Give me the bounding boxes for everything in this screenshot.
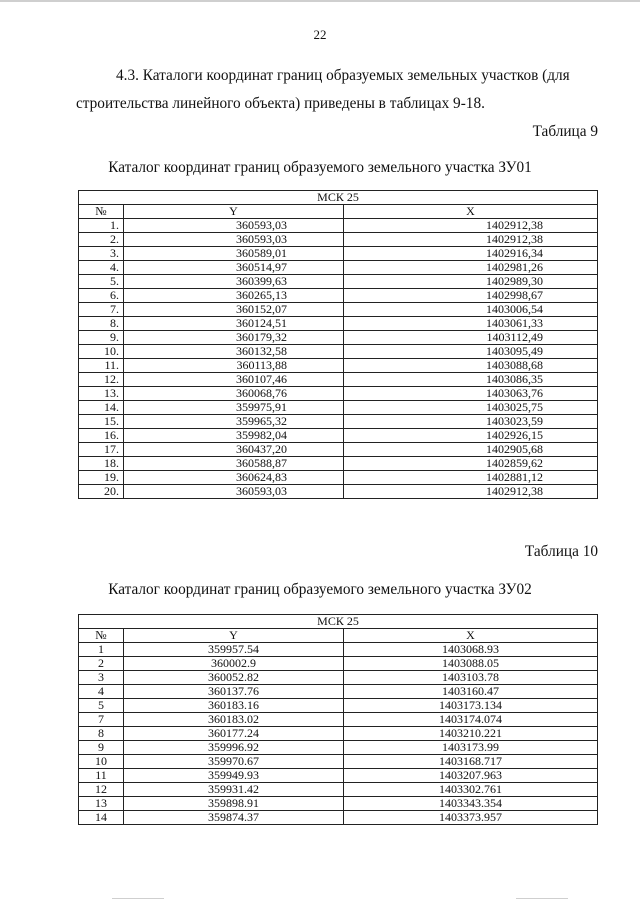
y-coordinate-cell: 360068,76: [124, 387, 344, 401]
x-coordinate-cell: 1403160.47: [344, 685, 598, 699]
point-number-cell: 14: [79, 811, 124, 825]
table-row: [79, 471, 598, 485]
x-coordinate-cell: 1403373.957: [344, 811, 598, 825]
point-number-cell: 12.: [79, 373, 124, 387]
y-coordinate-cell: 360179,32: [124, 331, 344, 345]
x-coordinate-cell: 1403112,49: [344, 331, 598, 345]
y-coordinate-cell: 360593,03: [124, 219, 344, 233]
x-coordinate-cell: 1402912,38: [344, 485, 598, 499]
table-row: [79, 699, 598, 713]
point-number-cell: 12: [79, 783, 124, 797]
table-row: [79, 247, 598, 261]
x-coordinate-cell: 1403173.99: [344, 741, 598, 755]
x-coordinate-cell: 1402916,34: [344, 247, 598, 261]
point-number-cell: 4: [79, 685, 124, 699]
table9-col-y: Y: [124, 205, 344, 219]
point-number-cell: 9.: [79, 331, 124, 345]
x-coordinate-cell: 1402881,12: [344, 471, 598, 485]
table-row: [79, 345, 598, 359]
x-coordinate-cell: 1403068.93: [344, 643, 598, 657]
y-coordinate-cell: 360514,97: [124, 261, 344, 275]
point-number-cell: 1: [79, 643, 124, 657]
y-coordinate-cell: 360113,88: [124, 359, 344, 373]
table-row: [79, 769, 598, 783]
y-coordinate-cell: 360399,63: [124, 275, 344, 289]
point-number-cell: 3.: [79, 247, 124, 261]
point-number-cell: 8.: [79, 317, 124, 331]
table-row: [79, 443, 598, 457]
point-number-cell: 15.: [79, 415, 124, 429]
point-number-cell: 11: [79, 769, 124, 783]
point-number-cell: 20.: [79, 485, 124, 499]
point-number-cell: 1.: [79, 219, 124, 233]
footer-rule-left: [112, 898, 164, 899]
table-row: [79, 275, 598, 289]
x-coordinate-cell: 1403210.221: [344, 727, 598, 741]
x-coordinate-cell: 1403088.05: [344, 657, 598, 671]
x-coordinate-cell: 1403063,76: [344, 387, 598, 401]
x-coordinate-cell: 1403103.78: [344, 671, 598, 685]
y-coordinate-cell: 360183.02: [124, 713, 344, 727]
table-row: [79, 797, 598, 811]
point-number-cell: 13: [79, 797, 124, 811]
y-coordinate-cell: 359898.91: [124, 797, 344, 811]
table-row: [79, 415, 598, 429]
y-coordinate-cell: 360002.9: [124, 657, 344, 671]
section-number: 4.3.: [116, 67, 139, 84]
table9-title: Каталог координат границ образуемого земельного участка ЗУ01: [108, 159, 532, 176]
x-coordinate-cell: 1403086,35: [344, 373, 598, 387]
table9: [78, 190, 598, 499]
y-coordinate-cell: 360593,03: [124, 485, 344, 499]
table-row: [79, 713, 598, 727]
point-number-cell: 2.: [79, 233, 124, 247]
point-number-cell: 19.: [79, 471, 124, 485]
table-row: [79, 331, 598, 345]
table-row: [79, 783, 598, 797]
y-coordinate-cell: 360589,01: [124, 247, 344, 261]
table10: [78, 614, 598, 825]
x-coordinate-cell: 1403174.074: [344, 713, 598, 727]
x-coordinate-cell: 1403207.963: [344, 769, 598, 783]
table9-body: [79, 219, 598, 499]
y-coordinate-cell: 360588,87: [124, 457, 344, 471]
point-number-cell: 9: [79, 741, 124, 755]
y-coordinate-cell: 359931.42: [124, 783, 344, 797]
point-number-cell: 7.: [79, 303, 124, 317]
point-number-cell: 16.: [79, 429, 124, 443]
x-coordinate-cell: 1403168.717: [344, 755, 598, 769]
y-coordinate-cell: 360624,83: [124, 471, 344, 485]
table-row: [79, 643, 598, 657]
y-coordinate-cell: 360132,58: [124, 345, 344, 359]
x-coordinate-cell: 1402905,68: [344, 443, 598, 457]
table10-col-x: X: [344, 629, 598, 643]
x-coordinate-cell: 1402912,38: [344, 233, 598, 247]
y-coordinate-cell: 359874.37: [124, 811, 344, 825]
y-coordinate-cell: 360437,20: [124, 443, 344, 457]
y-coordinate-cell: 360183.16: [124, 699, 344, 713]
x-coordinate-cell: 1403025,75: [344, 401, 598, 415]
point-number-cell: 5: [79, 699, 124, 713]
table-row: [79, 755, 598, 769]
table-row: [79, 727, 598, 741]
y-coordinate-cell: 360107,46: [124, 373, 344, 387]
point-number-cell: 14.: [79, 401, 124, 415]
table9-system-header: МСК 25: [79, 191, 598, 205]
y-coordinate-cell: 360052.82: [124, 671, 344, 685]
table-row: [79, 387, 598, 401]
table-row: [79, 457, 598, 471]
x-coordinate-cell: 1403343.354: [344, 797, 598, 811]
x-coordinate-cell: 1402998,67: [344, 289, 598, 303]
table10-col-number: №: [79, 629, 124, 643]
intro-text-line1: Каталоги координат границ образуемых земельных участков (для: [142, 67, 570, 84]
page-number: 22: [313, 27, 327, 42]
table-row: [79, 289, 598, 303]
y-coordinate-cell: 360177.24: [124, 727, 344, 741]
table9-col-number: №: [79, 205, 124, 219]
point-number-cell: 6.: [79, 289, 124, 303]
table-row: [79, 811, 598, 825]
table-row: [79, 485, 598, 499]
point-number-cell: 8: [79, 727, 124, 741]
point-number-cell: 7: [79, 713, 124, 727]
y-coordinate-cell: 359965,32: [124, 415, 344, 429]
y-coordinate-cell: 360593,03: [124, 233, 344, 247]
table-row: [79, 261, 598, 275]
y-coordinate-cell: 360124,51: [124, 317, 344, 331]
y-coordinate-cell: 359957.54: [124, 643, 344, 657]
point-number-cell: 2: [79, 657, 124, 671]
table-row: [79, 233, 598, 247]
x-coordinate-cell: 1402981,26: [344, 261, 598, 275]
table10-caption: Таблица 10: [524, 543, 598, 560]
point-number-cell: 3: [79, 671, 124, 685]
table10-col-y: Y: [124, 629, 344, 643]
table-row: [79, 317, 598, 331]
x-coordinate-cell: 1403006,54: [344, 303, 598, 317]
y-coordinate-cell: 359975,91: [124, 401, 344, 415]
x-coordinate-cell: 1403088,68: [344, 359, 598, 373]
point-number-cell: 13.: [79, 387, 124, 401]
x-coordinate-cell: 1403173.134: [344, 699, 598, 713]
x-coordinate-cell: 1403023,59: [344, 415, 598, 429]
y-coordinate-cell: 360265,13: [124, 289, 344, 303]
intro-paragraph: [76, 62, 598, 118]
y-coordinate-cell: 359982,04: [124, 429, 344, 443]
table9-caption: Таблица 9: [532, 123, 598, 140]
table-row: [79, 429, 598, 443]
y-coordinate-cell: 359949.93: [124, 769, 344, 783]
top-edge-rule: [0, 0, 640, 2]
y-coordinate-cell: 359996.92: [124, 741, 344, 755]
point-number-cell: 10: [79, 755, 124, 769]
intro-text-line2: строительства линейного объекта) приведены в таблицах 9-18.: [76, 95, 485, 112]
table-row: [79, 219, 598, 233]
x-coordinate-cell: 1402912,38: [344, 219, 598, 233]
table10-body: [79, 643, 598, 825]
y-coordinate-cell: 360152,07: [124, 303, 344, 317]
footer-rule-right: [516, 898, 568, 899]
table-row: [79, 303, 598, 317]
table-row: [79, 741, 598, 755]
table-row: [79, 657, 598, 671]
y-coordinate-cell: 360137.76: [124, 685, 344, 699]
y-coordinate-cell: 359970.67: [124, 755, 344, 769]
table9-col-x: X: [344, 205, 598, 219]
point-number-cell: 10.: [79, 345, 124, 359]
x-coordinate-cell: 1403302.761: [344, 783, 598, 797]
point-number-cell: 11.: [79, 359, 124, 373]
point-number-cell: 5.: [79, 275, 124, 289]
x-coordinate-cell: 1403095,49: [344, 345, 598, 359]
table-row: [79, 685, 598, 699]
table-row: [79, 359, 598, 373]
point-number-cell: 18.: [79, 457, 124, 471]
table-row: [79, 401, 598, 415]
point-number-cell: 17.: [79, 443, 124, 457]
x-coordinate-cell: 1403061,33: [344, 317, 598, 331]
table10-title: Каталог координат границ образуемого земельного участка ЗУ02: [108, 581, 532, 598]
table-row: [79, 373, 598, 387]
x-coordinate-cell: 1402926,15: [344, 429, 598, 443]
x-coordinate-cell: 1402989,30: [344, 275, 598, 289]
table-row: [79, 671, 598, 685]
table10-system-header: МСК 25: [79, 615, 598, 629]
point-number-cell: 4.: [79, 261, 124, 275]
x-coordinate-cell: 1402859,62: [344, 457, 598, 471]
